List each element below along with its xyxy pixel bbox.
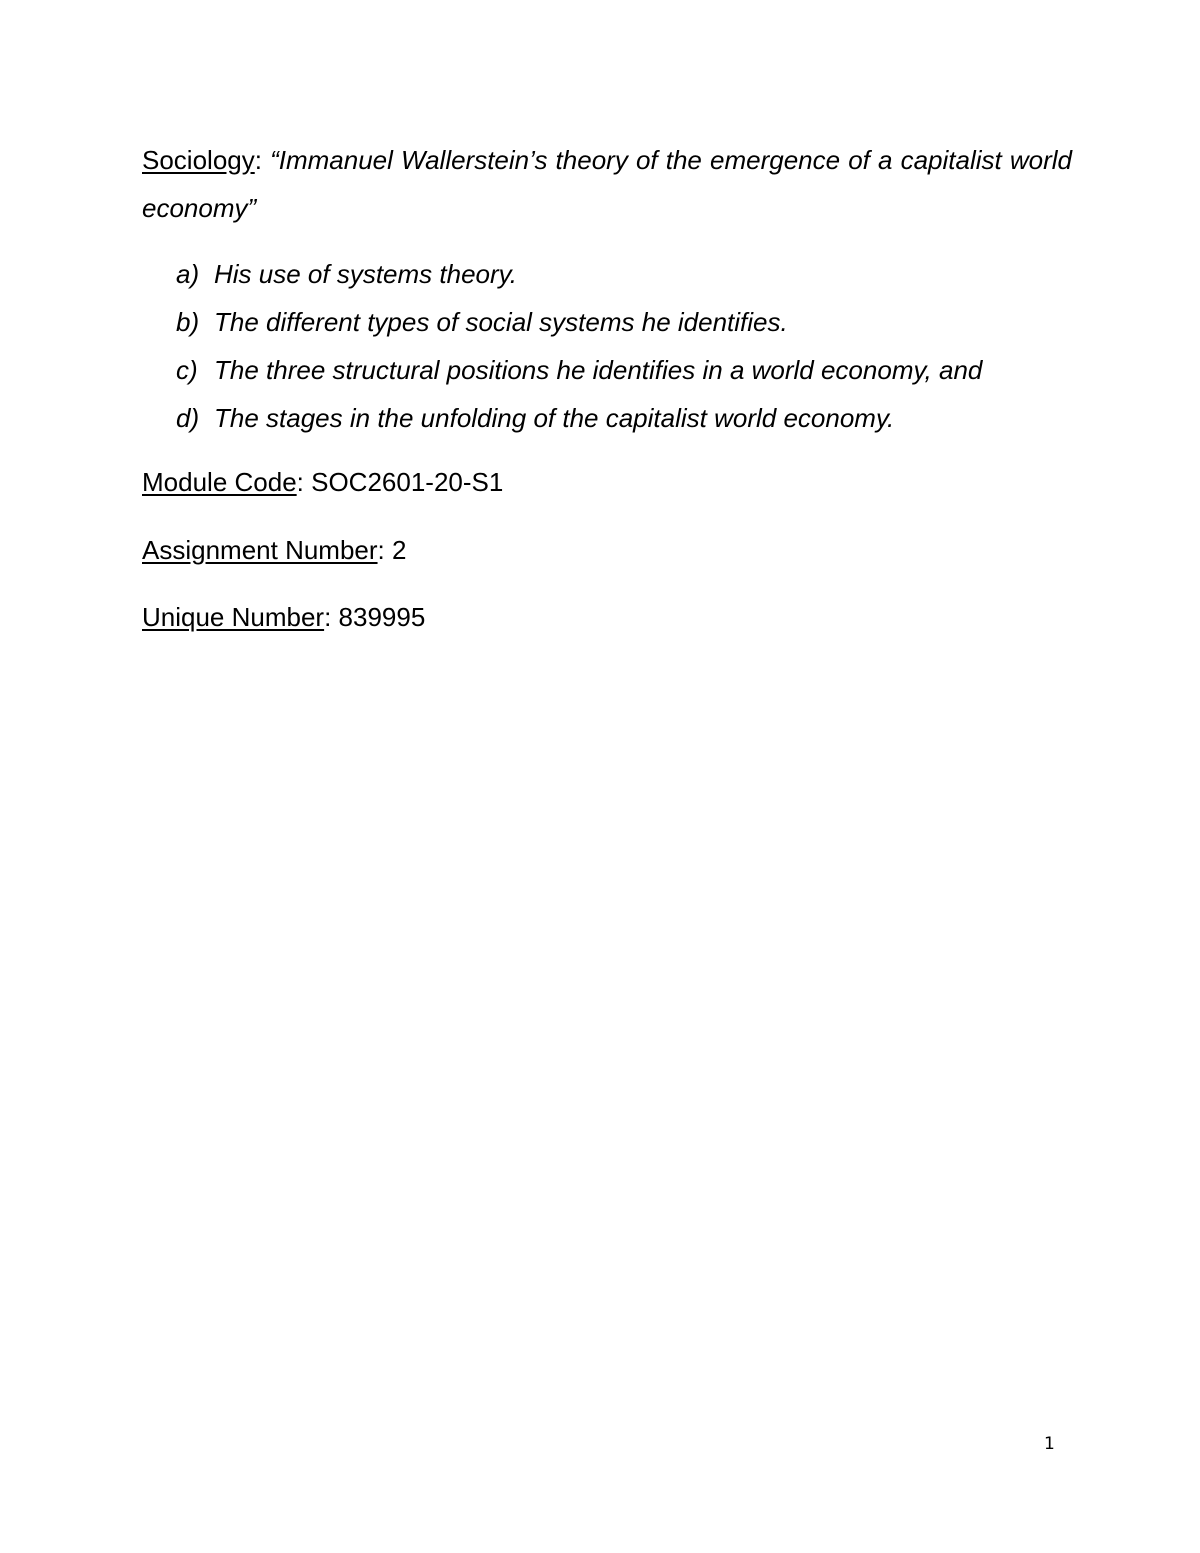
assignment-number-value: 2	[392, 535, 407, 565]
list-item-text: The stages in the unfolding of the capitalist world economy.	[214, 403, 895, 433]
module-code-field	[142, 462, 503, 502]
unique-number-label: Unique Number	[142, 602, 325, 632]
unique-number-field	[142, 597, 425, 637]
page-number: 1	[1044, 1434, 1055, 1454]
assignment-number-label: Assignment Number	[142, 535, 378, 565]
list-item	[176, 394, 982, 442]
list-item	[176, 346, 982, 394]
list-item	[176, 298, 982, 346]
subject-separator: :	[254, 145, 271, 175]
field-separator: :	[377, 535, 392, 565]
field-separator: :	[296, 467, 312, 497]
list-item-text: His use of systems theory.	[214, 259, 517, 289]
list-marker: b)	[176, 307, 200, 337]
list-item-text: The different types of social systems he identifies.	[214, 307, 788, 337]
list-marker: a)	[176, 259, 200, 289]
assignment-number-field	[142, 530, 406, 570]
field-separator: :	[324, 602, 339, 632]
title-text: “Immanuel Wallerstein’s theory of the emergence of a capitalist world economy”	[142, 145, 1072, 223]
module-code-value: SOC2601-20-S1	[311, 467, 504, 497]
list-item-text: The three structural positions he identifies in a world economy, and	[214, 355, 983, 385]
unique-number-value: 839995	[338, 602, 426, 632]
list-marker: d)	[176, 403, 200, 433]
question-list	[176, 250, 982, 442]
list-item	[176, 250, 982, 298]
module-code-label: Module Code	[142, 467, 297, 497]
assignment-title	[142, 136, 1072, 232]
subject-label: Sociology	[142, 145, 255, 175]
list-marker: c)	[176, 355, 198, 385]
